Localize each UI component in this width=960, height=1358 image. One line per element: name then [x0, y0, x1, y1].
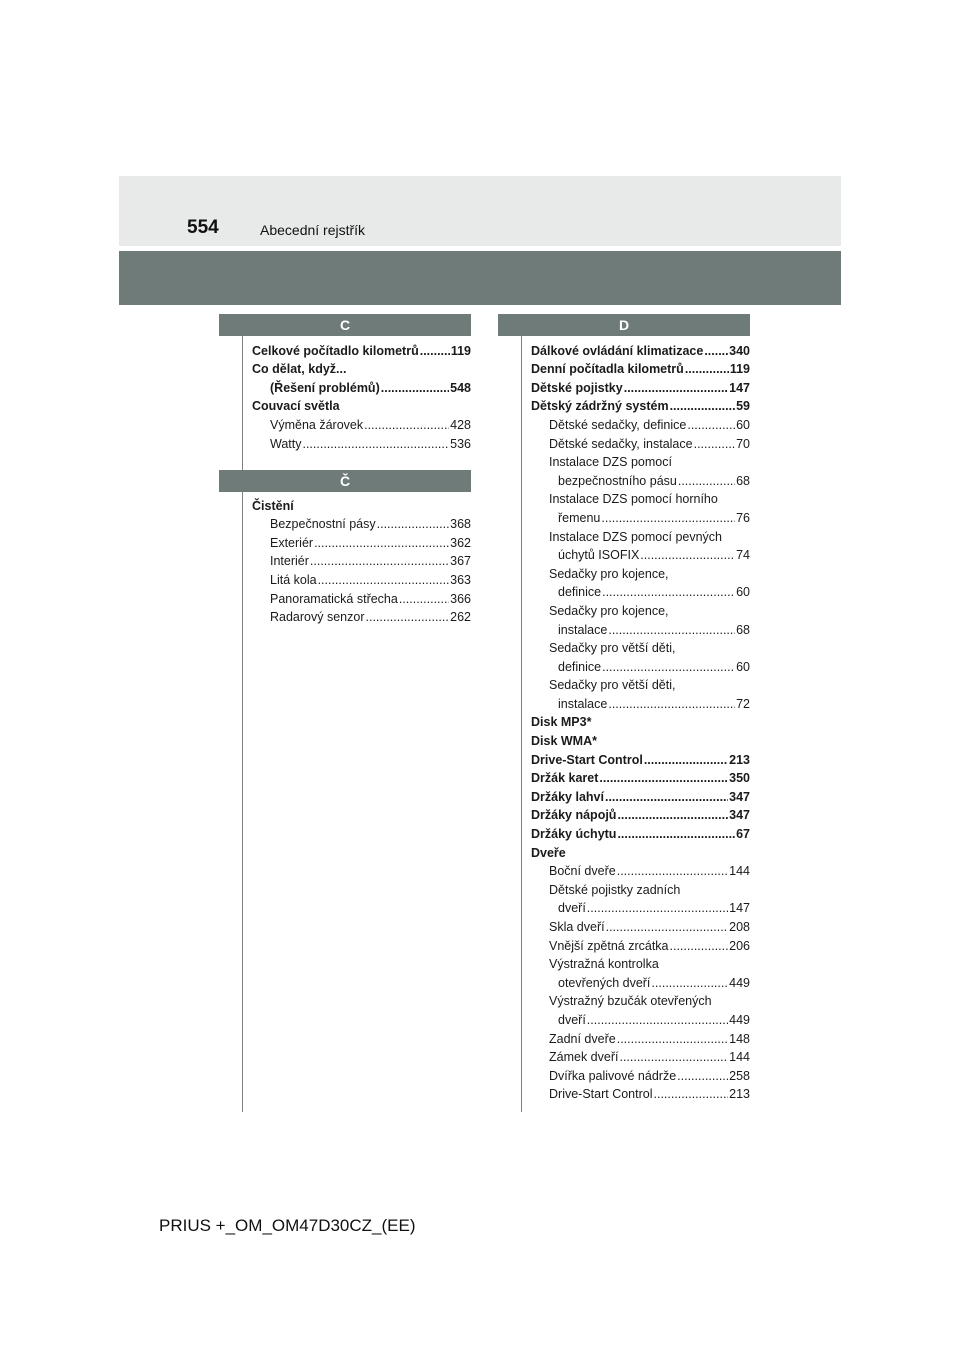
index-entry: [531, 618, 750, 637]
page-header-band: [119, 176, 841, 246]
document-footer: PRIUS +_OM_OM47D30CZ_(EE): [159, 1216, 416, 1235]
index-entry-label: definice: [558, 585, 602, 600]
index-entry: [531, 655, 750, 674]
index-entry: [531, 729, 750, 748]
index-entry-page: 147: [729, 380, 750, 395]
index-entry-label: Čistění: [252, 498, 294, 513]
index-entry: [531, 376, 750, 395]
index-entry-page: 347: [729, 808, 750, 823]
index-entry-page: 74: [736, 548, 750, 563]
index-entry-label: dveří: [558, 901, 586, 916]
dot-leader: [617, 827, 735, 841]
index-entry-label: Držáky lahví: [531, 789, 604, 804]
dot-leader: [310, 554, 449, 568]
index-entry: [252, 376, 471, 395]
index-entry-page: 68: [736, 473, 750, 488]
index-entry-label: Dětské sedačky, definice: [549, 417, 687, 432]
index-entry-label: Denní počítadla kilometrů: [531, 362, 684, 377]
index-entry: [531, 1008, 750, 1027]
index-entry: [252, 358, 471, 377]
index-entry: [531, 897, 750, 916]
dot-leader: [601, 511, 735, 525]
index-entry: [531, 1046, 750, 1065]
index-entry: [252, 413, 471, 432]
index-entry-label: Výstražný bzučák otevřených: [549, 994, 712, 1009]
index-entry-page: 536: [450, 436, 471, 451]
index-entry-label: Instalace DZS pomocí pevných: [549, 529, 722, 544]
index-entry: [531, 990, 750, 1009]
index-entry: [531, 785, 750, 804]
index-entry: [531, 1027, 750, 1046]
index-entry: [252, 606, 471, 625]
dot-leader: [399, 592, 449, 606]
index-entry-page: 67: [736, 827, 750, 842]
index-entry: [531, 953, 750, 972]
index-entry-label: úchytů ISOFIX: [558, 548, 640, 563]
index-entry-label: Interiér: [270, 554, 309, 569]
index-entry: [531, 562, 750, 581]
index-entry-label: Zámek dveří: [549, 1050, 619, 1065]
index-entry-label: otevřených dveří: [558, 975, 651, 990]
index-entry: [531, 506, 750, 525]
index-entry: [531, 915, 750, 934]
index-entry-page: 119: [450, 343, 471, 358]
index-entry: [531, 841, 750, 860]
index-entry: [252, 432, 471, 451]
index-entry-label: Dětské pojistky: [531, 380, 623, 395]
index-entry-label: Skla dveří: [549, 920, 605, 934]
dot-leader: [617, 808, 728, 822]
index-entry: [252, 395, 471, 414]
index-list-d: [531, 339, 750, 1101]
index-entry-label: Držáky úchytu: [531, 827, 617, 842]
dot-leader: [617, 864, 728, 878]
index-entry-page: 59: [736, 399, 750, 414]
index-entry-label: Instalace DZS pomocí horního: [549, 492, 718, 507]
dot-leader: [651, 976, 728, 990]
section-letter-d: D: [498, 314, 750, 336]
dot-leader: [619, 1050, 728, 1064]
index-entry-page: 147: [729, 901, 750, 916]
index-entry-page: 148: [729, 1031, 750, 1046]
index-entry-page: 60: [736, 417, 750, 432]
index-entry-label: instalace: [558, 622, 608, 637]
index-entry-page: 70: [736, 436, 750, 451]
index-entry: [531, 339, 750, 358]
index-entry-label: Drive-Start Control: [531, 752, 643, 767]
index-entry: [531, 934, 750, 953]
index-entry-page: 208: [729, 920, 750, 934]
dot-leader: [704, 344, 728, 358]
index-entry: [531, 637, 750, 656]
index-entry: [531, 711, 750, 730]
section-title: Abecední rejstřík: [260, 222, 366, 238]
index-entry-label: Celkové počítadlo kilometrů: [252, 343, 419, 358]
index-entry: [531, 674, 750, 693]
index-entry-label: Dětský zádržný systém: [531, 399, 669, 414]
dot-leader: [608, 623, 735, 637]
index-entry-page: 213: [729, 1087, 750, 1102]
dot-leader: [364, 418, 449, 432]
dot-leader: [670, 399, 736, 413]
index-entry-label: Drive-Start Control: [549, 1087, 653, 1102]
dot-leader: [694, 437, 736, 451]
index-entry-label: bezpečnostního pásu: [558, 473, 677, 488]
index-entry-label: Watty: [270, 436, 302, 451]
index-entry: [252, 513, 471, 532]
index-entry-label: definice: [558, 659, 602, 674]
index-entry: [531, 432, 750, 451]
index-entry-label: Zadní dveře: [549, 1031, 616, 1046]
index-entry-page: 347: [729, 789, 750, 804]
dot-leader: [599, 771, 728, 785]
index-entry-page: 449: [729, 975, 750, 990]
index-entry: [531, 767, 750, 786]
index-entry-label: Couvací světla: [252, 399, 340, 414]
index-entry: [531, 692, 750, 711]
index-entry: [531, 413, 750, 432]
index-entry-label: Bezpečnostní pásy: [270, 517, 376, 532]
index-entry-page: 68: [736, 622, 750, 637]
index-entry-label: Disk MP3*: [531, 715, 592, 730]
index-entry-label: (Řešení problémů): [270, 380, 380, 395]
dot-leader: [617, 1032, 728, 1046]
index-entry-page: 368: [450, 517, 471, 532]
index-entry-page: 449: [729, 1012, 750, 1027]
dot-leader: [587, 1013, 728, 1027]
index-entry-page: 119: [729, 362, 750, 377]
index-entry-label: Disk WMA*: [531, 734, 597, 749]
index-list-c-caron: [252, 494, 471, 624]
index-entry-label: Radarový senzor: [270, 610, 365, 625]
index-entry-label: Instalace DZS pomocí: [549, 455, 672, 470]
index-entry-label: Sedačky pro větší děti,: [549, 641, 676, 656]
index-entry-page: 206: [729, 938, 750, 953]
index-entry-label: Sedačky pro větší děti,: [549, 678, 676, 693]
dot-leader: [587, 901, 728, 915]
index-entry: [531, 544, 750, 563]
index-entry-label: Dětské pojistky zadních: [549, 882, 681, 897]
index-entry-page: 362: [450, 535, 471, 550]
index-entry-page: 366: [450, 591, 471, 606]
index-entry-page: 60: [736, 659, 750, 674]
index-entry: [531, 1064, 750, 1083]
dot-leader: [302, 437, 449, 451]
index-entry-page: 72: [736, 696, 750, 711]
dot-leader: [677, 1069, 728, 1083]
index-entry: [531, 804, 750, 823]
index-entry-page: 213: [729, 752, 750, 767]
dot-leader: [318, 573, 450, 587]
page-number: 554: [187, 217, 219, 238]
index-entry-label: Sedačky pro kojence,: [549, 566, 669, 581]
index-entry: [531, 469, 750, 488]
index-entry-page: 340: [729, 343, 750, 358]
index-entry: [531, 822, 750, 841]
index-entry: [531, 748, 750, 767]
index-entry: [252, 494, 471, 513]
index-entry-page: 363: [450, 572, 471, 587]
index-entry: [531, 599, 750, 618]
dot-leader: [640, 548, 735, 562]
dot-leader: [605, 790, 728, 804]
dot-leader: [644, 753, 728, 767]
index-entry-page: 144: [729, 1050, 750, 1065]
dot-leader: [377, 517, 450, 531]
index-entry: [252, 587, 471, 606]
index-entry: [531, 860, 750, 879]
index-entry: [252, 339, 471, 358]
dot-leader: [606, 920, 729, 934]
index-entry-label: Litá kola: [270, 572, 317, 587]
index-entry-label: Sedačky pro kojence,: [549, 603, 669, 618]
index-entry-label: Dveře: [531, 845, 566, 860]
index-entry-page: 428: [450, 417, 471, 432]
index-entry-label: Dvířka palivové nádrže: [549, 1068, 677, 1083]
index-entry: [531, 358, 750, 377]
index-entry-label: řemenu: [558, 510, 601, 525]
dot-leader: [624, 381, 728, 395]
dot-leader: [314, 536, 449, 550]
index-entry-page: 144: [729, 864, 750, 879]
index-entry-label: Boční dveře: [549, 864, 616, 879]
dot-leader: [381, 381, 449, 395]
index-entry: [531, 581, 750, 600]
index-entry-label: Držáky nápojů: [531, 808, 617, 823]
index-list-c: [252, 339, 471, 451]
index-entry-label: Panoramatická střecha: [270, 591, 398, 606]
section-letter-c-caron: Č: [219, 470, 471, 492]
dot-leader: [670, 939, 729, 953]
column-divider-left: [242, 336, 243, 1112]
header-dark-band: [119, 251, 841, 305]
index-entry: [252, 531, 471, 550]
index-entry: [531, 488, 750, 507]
section-letter-c: C: [219, 314, 471, 336]
index-entry-label: dveří: [558, 1012, 586, 1027]
index-entry-page: 548: [450, 380, 471, 395]
index-entry: [531, 1083, 750, 1102]
index-entry: [531, 971, 750, 990]
index-entry: [531, 395, 750, 414]
index-entry-label: Vnější zpětná zrcátka: [549, 938, 669, 953]
dot-leader: [366, 610, 450, 624]
dot-leader: [420, 344, 450, 358]
index-entry-page: 258: [729, 1068, 750, 1083]
index-entry-label: Výměna žárovek: [270, 417, 364, 432]
index-entry-label: Exteriér: [270, 535, 314, 550]
index-entry-label: Co dělat, když...: [252, 362, 347, 377]
dot-leader: [608, 697, 735, 711]
index-entry: [531, 878, 750, 897]
index-entry-label: Dálkové ovládání klimatizace: [531, 343, 704, 358]
index-entry-page: 350: [729, 771, 750, 786]
dot-leader: [678, 474, 735, 488]
index-entry-label: instalace: [558, 696, 608, 711]
index-entry-label: Výstražná kontrolka: [549, 957, 659, 972]
index-entry-page: 76: [736, 510, 750, 525]
dot-leader: [687, 418, 735, 432]
column-divider-right: [521, 336, 522, 1112]
index-entry: [252, 550, 471, 569]
index-entry: [531, 525, 750, 544]
index-entry: [252, 568, 471, 587]
index-entry-label: Držák karet: [531, 771, 599, 786]
dot-leader: [685, 362, 729, 376]
dot-leader: [602, 660, 735, 674]
index-entry: [531, 451, 750, 470]
dot-leader: [654, 1087, 729, 1101]
index-entry-page: 60: [736, 585, 750, 600]
index-entry-page: 367: [450, 554, 471, 569]
index-entry-label: Dětské sedačky, instalace: [549, 436, 693, 451]
dot-leader: [602, 585, 735, 599]
index-entry-page: 262: [450, 610, 471, 625]
